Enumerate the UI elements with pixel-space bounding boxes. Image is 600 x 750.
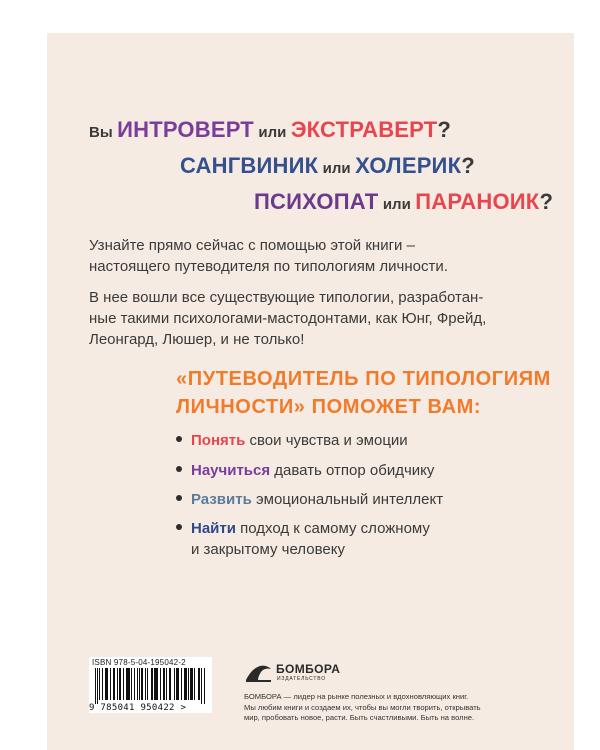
barcode-stripe xyxy=(120,668,121,700)
word-paranoid: ПАРАНОИК xyxy=(415,189,540,214)
tagline-line: Мы любим книги и создаем их, чтобы вы могли творить, открывать xyxy=(244,702,481,712)
barcode-stripe xyxy=(170,668,171,700)
guide-heading-line: ЛИЧНОСТИ» ПОМОЖЕТ ВАМ: xyxy=(176,396,482,418)
publisher-subtitle: ИЗДАТЕЛЬСТВО xyxy=(277,676,326,682)
barcode-stripe xyxy=(160,668,161,700)
barcode-stripe xyxy=(199,668,200,700)
barcode-stripe xyxy=(95,668,96,704)
word-or: или xyxy=(322,160,351,177)
barcode-stripe xyxy=(114,668,115,700)
barcode-stripe xyxy=(194,668,195,700)
word-extravert: ЭКСТРАВЕРТ xyxy=(290,117,438,142)
barcode-stripe xyxy=(164,668,165,700)
benefit-text: эмоциональный интеллект xyxy=(255,491,444,508)
benefit-keyword: Найти xyxy=(191,520,236,537)
typologies-line: ные такими психологами-мастодонтами, как Юнг, Фрейд, xyxy=(89,310,487,327)
tagline-line: БОМБОРА — лидер на рынке полезных и вдохновляющих книг. xyxy=(244,692,469,701)
word-introvert: ИНТРОВЕРТ xyxy=(117,117,254,142)
benefit-text: свои чувства и эмоции xyxy=(249,432,408,449)
typologies-paragraph xyxy=(89,287,529,350)
word-or: или xyxy=(382,196,411,213)
benefit-text-continued: и закрытому человеку xyxy=(191,541,345,558)
barcode-stripe xyxy=(131,668,132,700)
question-mark: ? xyxy=(461,153,475,178)
benefit-keyword: Научиться xyxy=(191,462,271,479)
barcode-stripe xyxy=(147,668,148,700)
barcode-stripe xyxy=(102,668,103,700)
benefit-item xyxy=(176,518,430,560)
barcode-stripe xyxy=(123,668,124,700)
barcode-stripe xyxy=(145,668,146,700)
typologies-line: В нее вошли все существующие типологии, разработан- xyxy=(89,289,484,306)
guide-heading-line: «ПУТЕВОДИТЕЛЬ ПО ТИПОЛОГИЯМ xyxy=(176,368,551,390)
barcode-stripe xyxy=(157,668,158,700)
benefit-keyword: Понять xyxy=(191,432,246,449)
tagline-line: мир, пробовать новое, расти. Быть счастливыми. Быть на волне. xyxy=(244,713,475,722)
barcode-stripe xyxy=(152,668,153,700)
barcode-stripe xyxy=(188,668,189,700)
benefit-keyword: Развить xyxy=(191,491,252,508)
barcode-stripe xyxy=(201,668,202,704)
word-psychopath: ПСИХОПАТ xyxy=(254,189,379,214)
question-sanguine-choleric xyxy=(180,153,475,179)
benefit-item xyxy=(176,460,434,481)
barcode-stripe xyxy=(99,668,100,700)
question-mark: ? xyxy=(437,117,451,142)
intro-line: Узнайте прямо сейчас с помощью этой книги – xyxy=(89,237,415,254)
barcode-stripe xyxy=(186,668,187,700)
barcode-stripe xyxy=(166,668,167,700)
isbn-label: ISBN 978-5-04-195042-2 xyxy=(92,658,186,667)
benefit-text: подход к самому сложному xyxy=(240,520,430,537)
benefit-text: давать отпор обидчику xyxy=(274,462,435,479)
question-introvert-extravert xyxy=(89,117,451,143)
barcode-digits: 9 785041 950422 > xyxy=(89,703,187,713)
barcode-stripe xyxy=(174,668,175,700)
barcode-stripe xyxy=(107,668,108,700)
bullet-dot-icon xyxy=(176,466,182,472)
barcode-stripe xyxy=(134,668,135,700)
benefit-item xyxy=(176,430,408,451)
publisher-tagline xyxy=(244,692,544,724)
barcode-stripe xyxy=(117,668,118,700)
word-or: или xyxy=(258,124,287,141)
barcode-stripe xyxy=(204,668,205,704)
barcode-stripe xyxy=(178,668,179,700)
barcode-icon xyxy=(95,668,205,704)
guide-heading xyxy=(176,365,551,421)
barcode-stripe xyxy=(129,668,130,700)
intro-paragraph xyxy=(89,235,529,277)
question-prefix: Вы xyxy=(89,124,113,141)
barcode-stripe xyxy=(139,668,140,700)
barcode-stripe xyxy=(181,668,182,700)
bullet-dot-icon xyxy=(176,524,182,530)
word-sanguine: САНГВИНИК xyxy=(180,153,319,178)
typologies-line: Леонгард, Люшер, и не только! xyxy=(89,331,305,348)
barcode-stripe xyxy=(110,668,111,700)
benefit-item xyxy=(176,489,443,510)
bullet-dot-icon xyxy=(176,436,182,442)
bullet-dot-icon xyxy=(176,495,182,501)
question-psychopath-paranoid xyxy=(254,189,553,215)
barcode-stripe xyxy=(142,668,143,700)
bombora-wave-logo-icon xyxy=(244,660,274,684)
word-choleric: ХОЛЕРИК xyxy=(355,153,462,178)
intro-line: настоящего путеводителя по типологиям личности. xyxy=(89,258,448,275)
question-mark: ? xyxy=(539,189,553,214)
publisher-name: БОМБОРА xyxy=(276,662,341,676)
barcode-stripe xyxy=(192,668,193,700)
